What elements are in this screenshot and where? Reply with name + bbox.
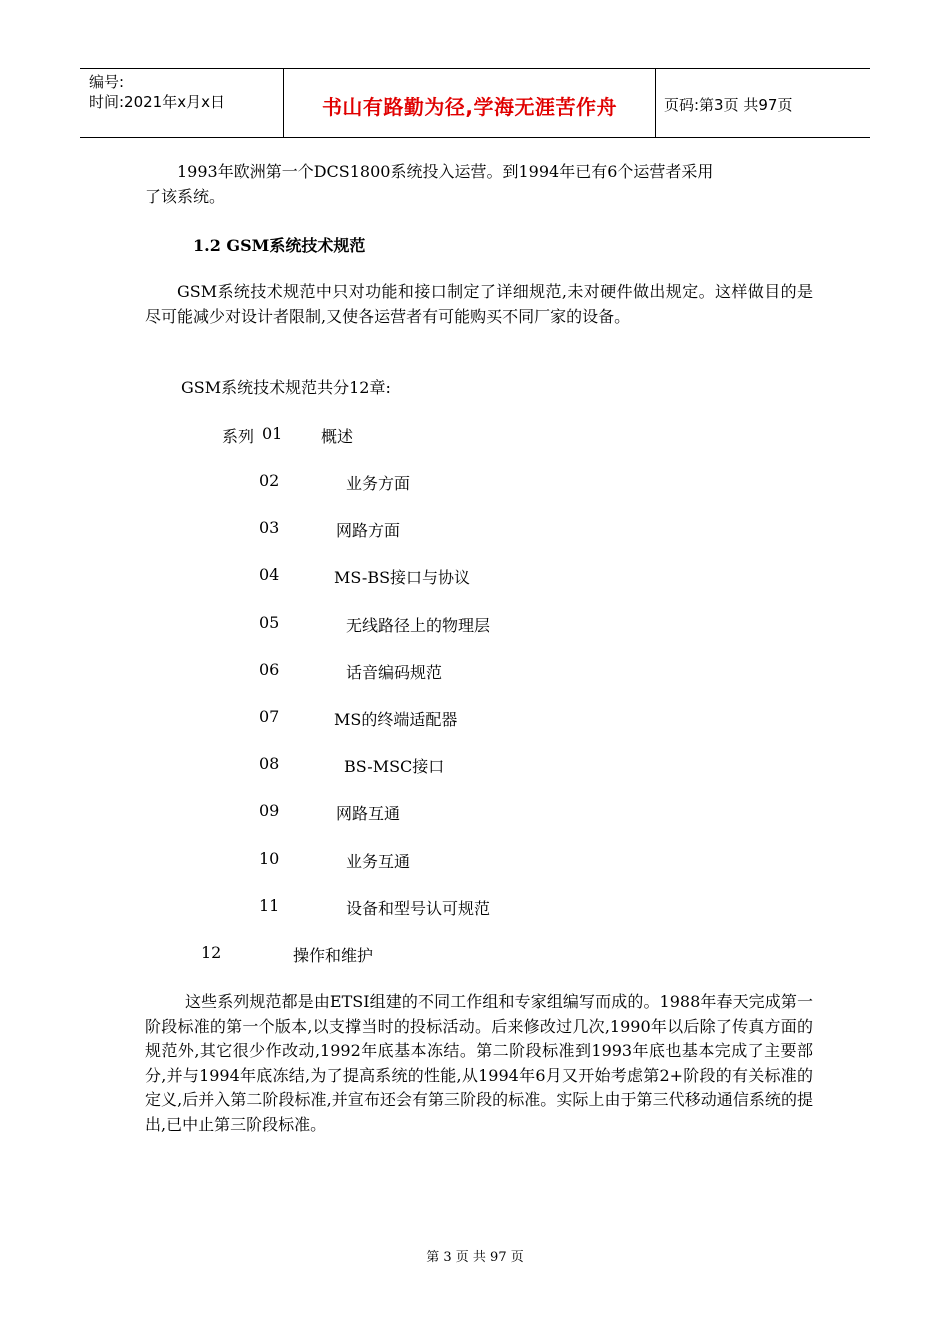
header-motto: 书山有路勤为径,学海无涯苦作舟: [321, 95, 618, 119]
chapter-title: 网路方面: [336, 521, 401, 540]
intro-line-2: 了该系统。: [145, 187, 226, 206]
chapter-title: MS的终端适配器: [334, 710, 458, 729]
header-right-cell: [656, 69, 870, 137]
page-header: [80, 68, 870, 138]
chapters-intro: GSM系统技术规范共分12章:: [181, 378, 391, 397]
intro-line-1: 1993年欧洲第一个DCS1800系统投入运营。到1994年已有6个运营者采用: [177, 162, 714, 181]
paragraph-standards-history: 这些系列规范都是由ETSI组建的不同工作组和专家组编写而成的。1988年春天完成第一阶段标准的第一个版本,以支撑当时的投标活动。后来修改过几次,1990年以后除了传真方面的规范外,其它很少作改动,1992年底基本冻结。第二阶段标准到1993年底也基本完成了主要部分,并与1994年底冻结,为了提高系统的性能,从1994年6月又开始考虑第2+阶段的有关标准的定义,后并入第二阶段标准,并宣布还会有第三阶段的标准。实际上由于第三代移动通信系统的提出,已中止第三阶段标准。: [145, 992, 813, 1134]
chapter-title: 无线路径上的物理层: [346, 616, 491, 635]
header-middle-cell: [284, 69, 656, 137]
header-page-label: 页码:第3页 共97页: [664, 96, 793, 114]
chapter-number: 11: [259, 896, 280, 915]
chapter-number: 12: [201, 943, 222, 962]
chapter-number: 02: [259, 471, 280, 490]
chapter-title: BS-MSC接口: [344, 757, 445, 776]
chapter-number: 10: [259, 849, 280, 868]
chapter-title: 概述: [321, 427, 354, 446]
series-label: 系列: [222, 427, 255, 446]
chapter-number: 05: [259, 613, 280, 632]
document-number-label: 编号:: [89, 73, 125, 91]
chapter-number: 08: [259, 754, 280, 773]
chapter-number: 04: [259, 565, 280, 584]
section-heading: 1.2 GSM系统技术规范: [193, 236, 366, 255]
header-left-cell: [80, 69, 284, 137]
chapter-title: 话音编码规范: [346, 663, 443, 682]
page-footer: 第 3 页 共 97 页: [426, 1250, 524, 1265]
paragraph-spec-overview: GSM系统技术规范中只对功能和接口制定了详细规范,未对硬件做出规定。这样做目的是尽可能减少对设计者限制,又使各运营者有可能购买不同厂家的设备。: [145, 282, 813, 326]
document-time-label: 时间:2021年x月x日: [89, 93, 225, 111]
chapter-title: 设备和型号认可规范: [346, 899, 491, 918]
chapter-title: MS-BS接口与协议: [334, 568, 471, 587]
chapter-title: 网路互通: [336, 804, 401, 823]
chapter-number: 01: [262, 424, 283, 443]
chapter-number: 06: [259, 660, 280, 679]
chapter-number: 09: [259, 801, 280, 820]
chapter-title: 业务互通: [346, 852, 411, 871]
chapter-title: 业务方面: [346, 474, 411, 493]
chapter-number: 07: [259, 707, 280, 726]
chapter-title: 操作和维护: [293, 946, 374, 965]
chapter-number: 03: [259, 518, 280, 537]
